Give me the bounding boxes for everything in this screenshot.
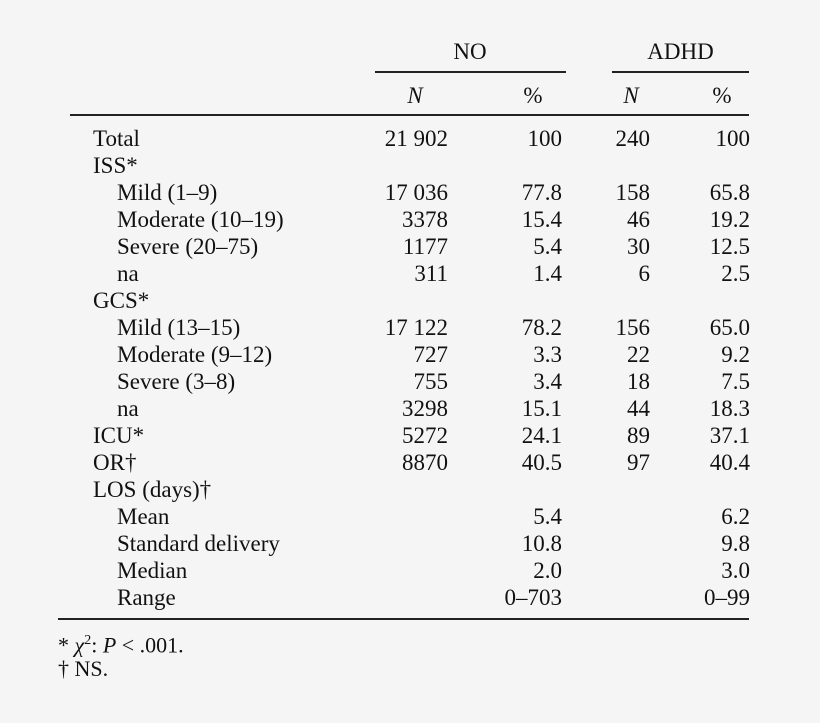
- row-label: Standard delivery: [117, 531, 280, 556]
- group-rule-no: [375, 71, 566, 73]
- row-label: Severe (3–8): [117, 369, 236, 394]
- cell-adhd-pct: 65.8: [709, 180, 750, 205]
- subheader-adhd-pct: %: [712, 83, 732, 108]
- cell-no-n: 17 036: [384, 180, 448, 205]
- cell-adhd-pct: 9.8: [721, 531, 750, 556]
- cell-adhd-pct: 0–99: [704, 585, 750, 610]
- cell-no-pct: 78.2: [521, 315, 562, 340]
- row-label: GCS*: [93, 288, 150, 313]
- cell-adhd-n: 6: [638, 261, 650, 286]
- footnote-p-value: < .001.: [116, 632, 184, 658]
- cell-no-pct: 24.1: [521, 423, 562, 448]
- group-rule-adhd: [612, 71, 749, 73]
- cell-no-n: 3378: [402, 207, 448, 232]
- row-label: na: [117, 261, 139, 286]
- cell-no-pct: 5.4: [533, 234, 562, 259]
- cell-adhd-pct: 12.5: [709, 234, 750, 259]
- row-label: Mean: [117, 504, 170, 529]
- row-label: Moderate (10–19): [117, 207, 284, 232]
- cell-no-n: 1177: [402, 234, 448, 259]
- footnote-mark: *: [58, 632, 75, 658]
- subheader-adhd-n: N: [623, 83, 639, 108]
- cell-adhd-n: 158: [615, 180, 650, 205]
- cell-adhd-pct: 100: [715, 126, 750, 151]
- cell-no-pct: 77.8: [521, 180, 562, 205]
- cell-adhd-pct: 3.0: [721, 558, 750, 583]
- cell-adhd-n: 156: [615, 315, 650, 340]
- row-label: Severe (20–75): [117, 234, 259, 259]
- cell-adhd-pct: 19.2: [709, 207, 750, 232]
- cell-no-n: 5272: [402, 423, 448, 448]
- footnote-ns: † NS.: [58, 656, 109, 681]
- row-label: Range: [117, 585, 176, 610]
- cell-adhd-n: 22: [627, 342, 650, 367]
- row-label: Total: [93, 126, 140, 151]
- table-bottom-rule: [58, 618, 749, 620]
- row-label: OR†: [93, 450, 137, 475]
- cell-no-pct: 5.4: [533, 504, 562, 529]
- cell-no-n: 8870: [402, 450, 448, 475]
- chi-superscript: 2: [84, 633, 92, 648]
- cell-no-n: 311: [414, 261, 448, 286]
- cell-adhd-pct: 18.3: [709, 396, 750, 421]
- cell-no-pct: 100: [527, 126, 562, 151]
- cell-adhd-pct: 65.0: [709, 315, 750, 340]
- cell-no-pct: 15.4: [521, 207, 562, 232]
- cell-no-n: 755: [413, 369, 448, 394]
- cell-no-pct: 3.3: [533, 342, 562, 367]
- cell-no-pct: 15.1: [521, 396, 562, 421]
- cell-no-pct: 10.8: [521, 531, 562, 556]
- subheader-no-pct: %: [523, 83, 543, 108]
- row-label: ISS*: [93, 153, 138, 178]
- group-header-adhd: ADHD: [647, 39, 714, 64]
- cell-adhd-pct: 40.4: [709, 450, 750, 475]
- cell-no-pct: 0–703: [504, 585, 562, 610]
- footnote-colon: :: [91, 632, 103, 658]
- cell-no-pct: 3.4: [533, 369, 562, 394]
- row-label: LOS (days)†: [93, 477, 212, 502]
- chi-symbol: χ: [74, 632, 85, 658]
- cell-no-pct: 1.4: [533, 261, 562, 286]
- cell-adhd-n: 44: [627, 396, 650, 421]
- row-label: Mild (1–9): [117, 180, 218, 205]
- cell-no-n: 17 122: [384, 315, 448, 340]
- row-label: ICU*: [93, 423, 145, 448]
- row-label: Moderate (9–12): [117, 342, 273, 367]
- cell-no-pct: 2.0: [533, 558, 562, 583]
- cell-adhd-n: 46: [627, 207, 650, 232]
- cell-adhd-n: 89: [627, 423, 650, 448]
- cell-no-pct: 40.5: [521, 450, 562, 475]
- cell-adhd-n: 240: [615, 126, 650, 151]
- cell-adhd-pct: 7.5: [721, 369, 750, 394]
- cell-no-n: 21 902: [384, 126, 448, 151]
- cell-adhd-n: 30: [627, 234, 650, 259]
- cell-adhd-n: 18: [627, 369, 650, 394]
- group-header-no: NO: [453, 39, 487, 64]
- cell-adhd-pct: 6.2: [721, 504, 750, 529]
- cell-adhd-pct: 37.1: [709, 423, 750, 448]
- row-label: Mild (13–15): [117, 315, 241, 340]
- row-label: Median: [117, 558, 188, 583]
- cell-no-n: 3298: [402, 396, 448, 421]
- row-label: na: [117, 396, 139, 421]
- cell-no-n: 727: [413, 342, 448, 367]
- p-symbol: P: [102, 632, 117, 658]
- cell-adhd-pct: 9.2: [721, 342, 750, 367]
- cell-adhd-pct: 2.5: [721, 261, 750, 286]
- header-bottom-rule: [70, 114, 749, 116]
- subheader-no-n: N: [407, 83, 423, 108]
- cell-adhd-n: 97: [627, 450, 650, 475]
